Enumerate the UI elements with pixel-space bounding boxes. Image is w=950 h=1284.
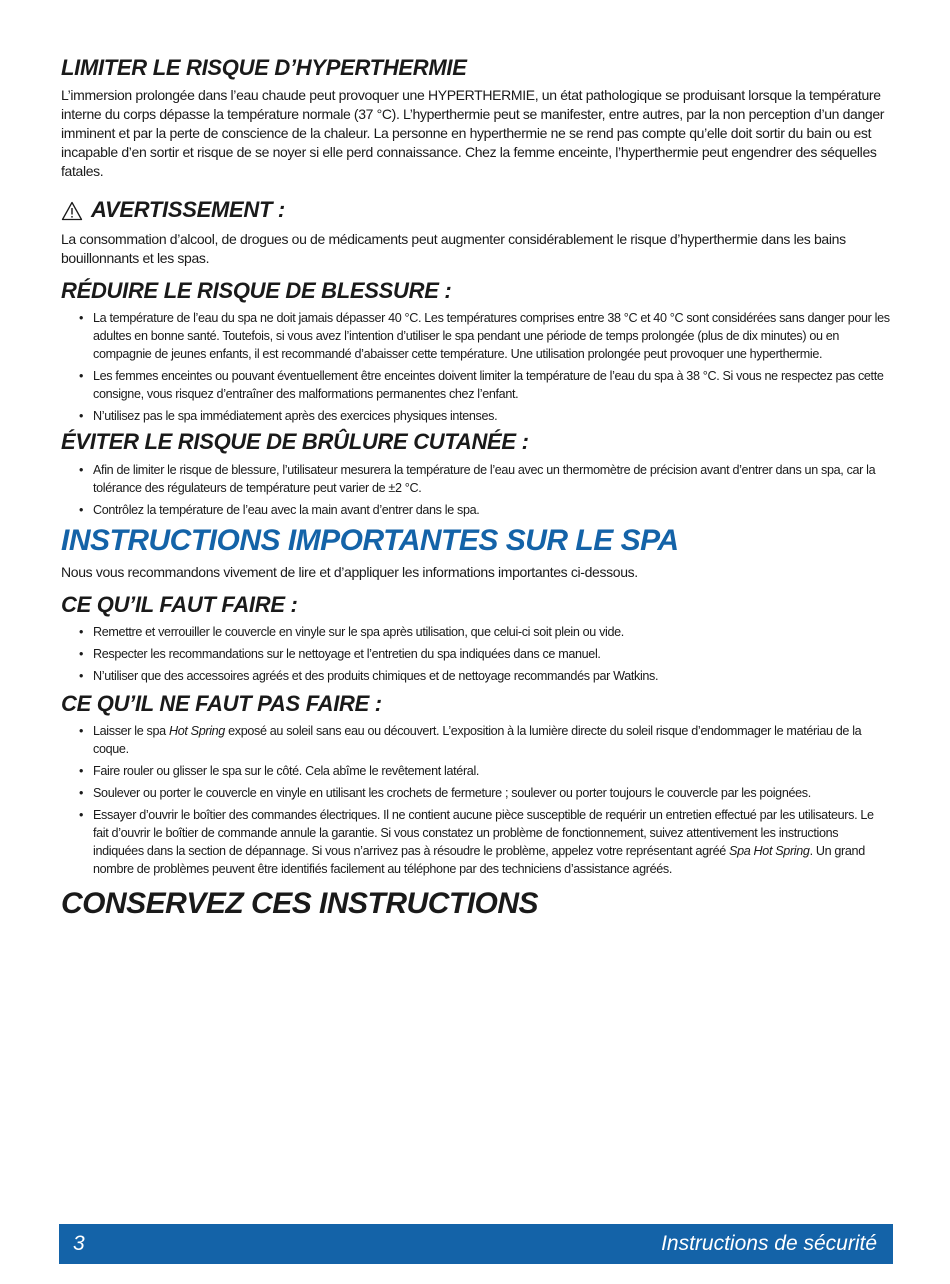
hyperthermia-heading: LIMITER LE RISQUE D’HYPERTHERMIE: [61, 55, 467, 80]
list-item: • Laisser le spa Hot Spring exposé au soleil sans eau ou découvert. L’exposition à la lumière directe du soleil risque d’endommager le matériau de la coque.: [79, 724, 862, 757]
warning-heading: [61, 197, 891, 223]
dont-list: [61, 722, 891, 878]
footer-bar: [59, 1224, 893, 1264]
bullet: •: [79, 624, 84, 639]
bullet: •: [79, 311, 84, 326]
hyperthermia-paragraph: L’immersion prolongée dans l’eau chaude peut provoquer une HYPERTHERMIE, un état pathologique se produisant lorsque la température interne du corps dépasse la température normale (37 °C). L’hyperthermie peut se manifester, entre autres, par la non perception d’un danger imminent et par la perte de conscience de la chaleur. La personne en hyperthermie ne se rend pas compte qu’elle doit sortir du bain ou est incapable d’en sortir et risque de se noyer si elle perd connaissance. Chez la femme enceinte, l’hyperthermie peut engendrer des séquelles fatales.: [61, 87, 885, 180]
bullet: •: [79, 369, 84, 384]
bullet: •: [79, 808, 84, 823]
footer-section-title: Instructions de sécurité: [661, 1232, 877, 1255]
page-number: 3: [73, 1232, 85, 1255]
list-item: • Faire rouler ou glisser le spa sur le côté. Cela abîme le revêtement latéral.: [79, 764, 480, 779]
injury-heading: RÉDUIRE LE RISQUE DE BLESSURE :: [61, 277, 452, 303]
list-item: • Remettre et verrouiller le couvercle en vinyle sur le spa après utilisation, que celui-ci soit plein ou vide.: [79, 624, 624, 639]
bullet: •: [79, 462, 84, 477]
bullet: •: [79, 502, 84, 517]
warning-title: AVERTISSEMENT :: [91, 197, 285, 223]
page-content: [61, 55, 891, 922]
bullet: •: [79, 724, 84, 739]
list-item: • Contrôlez la température de l’eau avec la main avant d’entrer dans le spa.: [79, 502, 480, 517]
burn-list: [61, 461, 891, 519]
do-heading: CE QU’IL FAUT FAIRE :: [61, 591, 298, 617]
brand-name: Spa Hot Spring: [729, 844, 810, 859]
bullet: •: [79, 409, 84, 424]
bullet: •: [79, 668, 84, 683]
list-item: • Soulever ou porter le couvercle en vinyle en utilisant les crochets de fermeture ; soulever ou porter toujours le couvercle par les poignées.: [79, 786, 811, 801]
important-instructions-paragraph: Nous vous recommandons vivement de lire et d’appliquer les informations importantes ci-dessous.: [61, 563, 638, 580]
keep-instructions-heading: CONSERVEZ CES INSTRUCTIONS: [61, 887, 539, 921]
bullet: •: [79, 646, 84, 661]
burn-heading: ÉVITER LE RISQUE DE BRÛLURE CUTANÉE :: [61, 429, 529, 455]
list-item: • Respecter les recommandations sur le nettoyage et l’entretien du spa indiquées dans ce manuel.: [79, 646, 601, 661]
list-item: • La température de l’eau du spa ne doit jamais dépasser 40 °C. Les températures comprises entre 38 °C et 40 °C sont considérées sans danger pour les adultes en bonne santé. Toutefois, si vous avez l’intention d’utiliser le spa pendant une période de temps prolongée (plus de dix minutes) ou en compagnie de jeunes enfants, il est recommandé d’abaisser cette température. Une utilisation prolongée peut provoquer une hyperthermie.: [79, 311, 890, 362]
list-item: • Essayer d’ouvrir le boîtier des commandes électriques. Il ne contient aucune pièce susceptible de requérir un entretien effectué par les utilisateurs. Le fait d’ouvrir le boîtier de commande annule la garantie. Si vous constatez un problème de fonctionnement, suivez attentivement les instructions indiquées dans la section de dépannage. Si vous n’arrivez pas à résoudre le problème, appelez votre représentant agréé Spa Hot Spring. Un grand nombre de problèmes peuvent être identifiés facilement au téléphone par des techniciens d’assistance agréés.: [79, 808, 874, 877]
bullet: •: [79, 764, 84, 779]
warning-triangle-icon: [61, 201, 83, 221]
list-item: • N’utilisez pas le spa immédiatement après des exercices physiques intenses.: [79, 409, 498, 424]
list-item: • Afin de limiter le risque de blessure, l’utilisateur mesurera la température de l’eau avec un thermomètre de précision avant d’entrer dans un spa, car la tolérance des régulateurs de température peut varier de ±2 °C.: [79, 462, 876, 495]
do-list: [61, 623, 891, 685]
list-item: • N’utiliser que des accessoires agréés et des produits chimiques et de nettoyage recommandés par Watkins.: [79, 668, 659, 683]
bullet: •: [79, 786, 84, 801]
list-item: • Les femmes enceintes ou pouvant éventuellement être enceintes doivent limiter la température de l’eau du spa à 38 °C. Si vous ne respectez pas cette consigne, vous risquez d’entraîner des malformations permanentes chez l’enfant.: [79, 369, 884, 402]
important-instructions-heading: INSTRUCTIONS IMPORTANTES SUR LE SPA: [61, 523, 679, 557]
brand-name: Hot Spring: [168, 724, 225, 739]
dont-heading: CE QU’IL NE FAUT PAS FAIRE :: [61, 690, 382, 716]
injury-list: [61, 309, 891, 425]
warning-paragraph: La consommation d’alcool, de drogues ou de médicaments peut augmenter considérablement le risque d’hyperthermie dans les bains bouillonnants et les spas.: [61, 230, 846, 266]
